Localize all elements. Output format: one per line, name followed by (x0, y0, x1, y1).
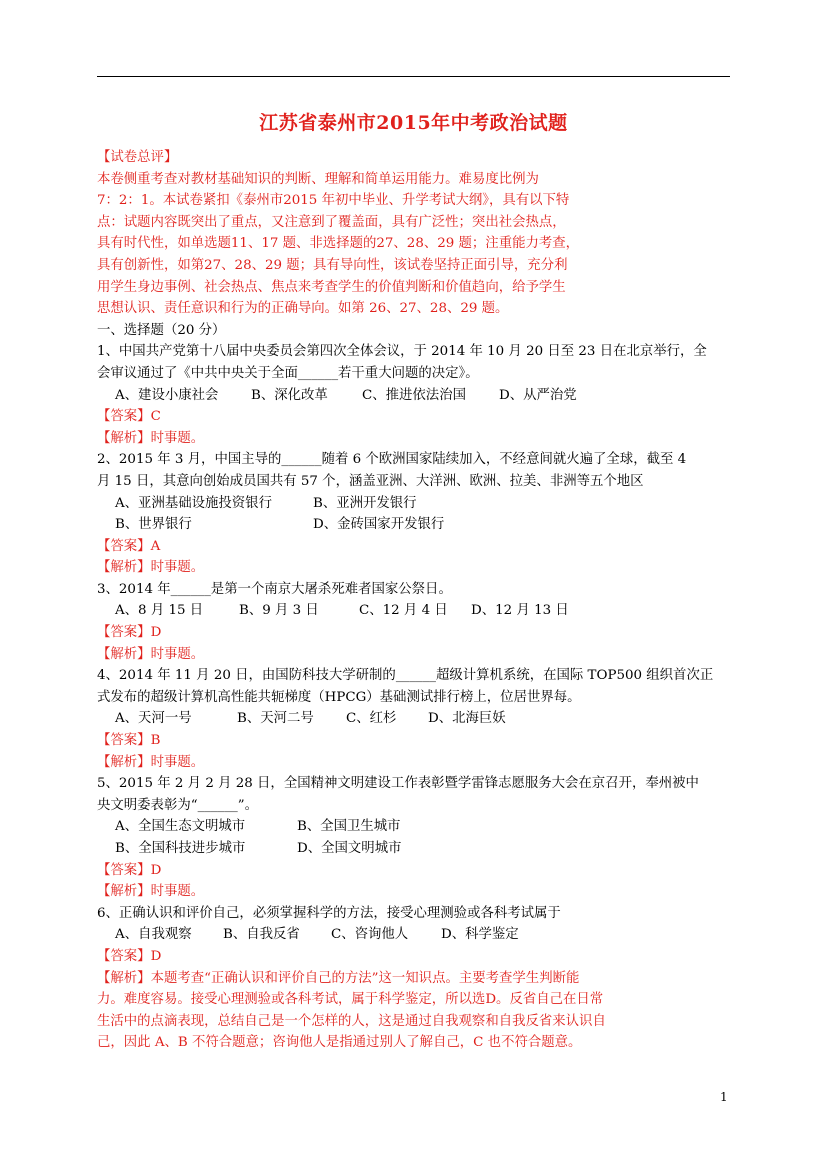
answer-value: D (150, 625, 162, 641)
option: D、金砖国家开发银行 (313, 517, 445, 533)
question-stem: 2、2015 年 3 月，中国主导的______随着 6 个欧洲国家陆续加入，不经意间就火遍了全球，截至 4 (97, 452, 687, 468)
question-stem: 1、中国共产党第十八届中央委员会第四次全体会议，于 2014 年 10 月 20 日至 23 日在北京举行，全 (97, 344, 707, 360)
option: C、红杉 (346, 711, 397, 727)
option: D、全国文明城市 (297, 841, 402, 856)
option: D、从严治党 (499, 387, 577, 403)
question-options (97, 838, 737, 860)
answer-value: D (150, 862, 162, 878)
analysis-label: 【解析】 (97, 970, 151, 986)
review-line: 思想认识、责任意识和行为的正确导向。如第 26、27、28、29 题。 (97, 301, 509, 317)
option: C、推进依法治国 (362, 387, 466, 403)
answer-line (97, 730, 737, 752)
answer-label: 【答案】 (97, 409, 151, 425)
option: B、9 月 3 日 (239, 603, 319, 619)
option: B、全国科技进步城市 (115, 841, 246, 856)
analysis-text: 时事题。 (150, 430, 205, 446)
question-stem: 会审议通过了《中共中央关于全面______若干重大问题的决定》。 (97, 365, 479, 381)
question-options (97, 514, 737, 536)
answer-value: A (150, 538, 161, 554)
question-stem: 6、正确认识和评价自己，必须掌握科学的方法，接受心理测验或各科考试属于 (97, 905, 561, 921)
answer-line (97, 946, 737, 968)
analysis-text: 时事题。 (150, 754, 205, 770)
page-title: 江苏省泰州市2015年中考政治试题 (259, 112, 568, 134)
option: A、全国生态文明城市 (115, 819, 246, 835)
answer-value: B (150, 733, 161, 749)
option: A、8 月 15 日 (115, 603, 204, 619)
analysis-text: 本题考查“正确认识和评价自己的方法”这一知识点。主要考查学生判断能 (150, 970, 580, 986)
review-line: 点：试题内容既突出了重点，又注意到了覆盖面，具有广泛性；突出社会热点， (97, 214, 566, 230)
review-label: 【试卷总评】 (97, 150, 178, 165)
analysis-label: 【解析】 (97, 560, 151, 576)
option: C、12 月 4 日 (359, 603, 448, 619)
analysis-label: 【解析】 (97, 754, 151, 770)
document-body (97, 147, 737, 1054)
option: A、亚洲基础设施投资银行 (115, 495, 272, 511)
question-stem: 5、2015 年 2 月 2 月 28 日，全国精神文明建设工作表彰暨学雷锋志愿服务大会在京召开，奉州被中 (97, 776, 699, 792)
header-rule (97, 76, 730, 77)
answer-label: 【答案】 (97, 625, 151, 641)
answer-line (97, 860, 737, 882)
question-stem: 央文明委表彰为“______”。 (97, 797, 258, 813)
analysis-text: 时事题。 (150, 560, 205, 576)
analysis-line (97, 752, 737, 774)
option: D、北海巨妖 (428, 711, 506, 727)
analysis-label: 【解析】 (97, 884, 151, 900)
review-line: 具有创新性，如第27、28、29 题；具有导向性，该试卷坚持正面引导，充分利 (97, 257, 568, 273)
question-options (97, 816, 737, 838)
question-stem: 4、2014 年 11 月 20 日，由国防科技大学研制的______超级计算机系统，在国际 TOP500 组织首次正 (97, 668, 714, 684)
review-line: 具有时代性，如单选题11、17 题、非选择题的27、28、29 题；注重能力考查， (97, 236, 580, 252)
option: B、自我反省 (223, 927, 300, 943)
question-stem: 3、2014 年______是第一个南京大屠杀死难者国家公祭日。 (97, 581, 452, 597)
analysis-line (97, 644, 737, 666)
review-line: 用学生身边事例、社会热点、焦点来考查学生的价值判断和价值趋向，给予学生 (97, 279, 566, 295)
review-line: 本卷侧重考查对教材基础知识的判断、理解和简单运用能力。难易度比例为 (97, 171, 539, 187)
analysis-label: 【解析】 (97, 430, 151, 446)
analysis-line (97, 557, 737, 579)
answer-label: 【答案】 (97, 862, 151, 878)
question-options (97, 600, 737, 622)
option: B、全国卫生城市 (297, 819, 401, 835)
answer-line (97, 622, 737, 644)
option: B、天河二号 (237, 711, 314, 727)
analysis-line: 己，因此 A、B 不符合题意；咨询他人是指通过别人了解自己，C 也不符合题意。 (97, 1035, 582, 1051)
answer-line (97, 406, 737, 428)
question-options (97, 708, 737, 730)
option: B、深化改革 (251, 387, 328, 403)
analysis-text: 时事题。 (150, 646, 205, 662)
question-options (97, 924, 737, 946)
analysis-line: 力。难度容易。接受心理测验或各科考试，属于科学鉴定，所以选D。反省自己在日常 (97, 992, 604, 1008)
analysis-line (97, 428, 737, 450)
analysis-line: 生活中的点滴表现，总结自己是一个怎样的人，这是通过自我观察和自我反省来认识自 (97, 1013, 606, 1029)
answer-value: D (150, 948, 162, 964)
analysis-line (97, 968, 737, 990)
option: D、12 月 13 日 (471, 603, 569, 619)
answer-line (97, 536, 737, 558)
option: A、建设小康社会 (115, 387, 219, 403)
page-number: 1 (720, 1090, 728, 1104)
answer-value: C (150, 409, 161, 425)
question-options (97, 385, 737, 407)
question-stem: 式发布的超级计算机高性能共轭梯度（HPCG）基础测试排行榜上，位居世界每。 (97, 689, 581, 705)
question-options (97, 493, 737, 515)
option: B、亚洲开发银行 (313, 495, 417, 511)
question-stem: 月 15 日，其意向创始成员国共有 57 个，涵盖亚洲、大洋洲、欧洲、拉美、非洲等五个地区 (97, 473, 644, 489)
answer-label: 【答案】 (97, 948, 151, 964)
review-line: 7：2：1。本试卷紧扣《泰州市2015 年初中毕业、升学考试大纲》，具有以下特 (97, 193, 570, 209)
option: C、咨询他人 (331, 927, 409, 943)
section-heading: 一、选择题（20 分） (97, 322, 226, 338)
analysis-line (97, 881, 737, 903)
option: D、科学鉴定 (441, 927, 519, 943)
analysis-label: 【解析】 (97, 646, 151, 662)
option: A、自我观察 (115, 927, 192, 943)
option: B、世界银行 (115, 517, 192, 533)
answer-label: 【答案】 (97, 538, 151, 554)
analysis-text: 时事题。 (150, 884, 205, 900)
answer-label: 【答案】 (97, 733, 151, 749)
option: A、天河一号 (115, 711, 192, 727)
